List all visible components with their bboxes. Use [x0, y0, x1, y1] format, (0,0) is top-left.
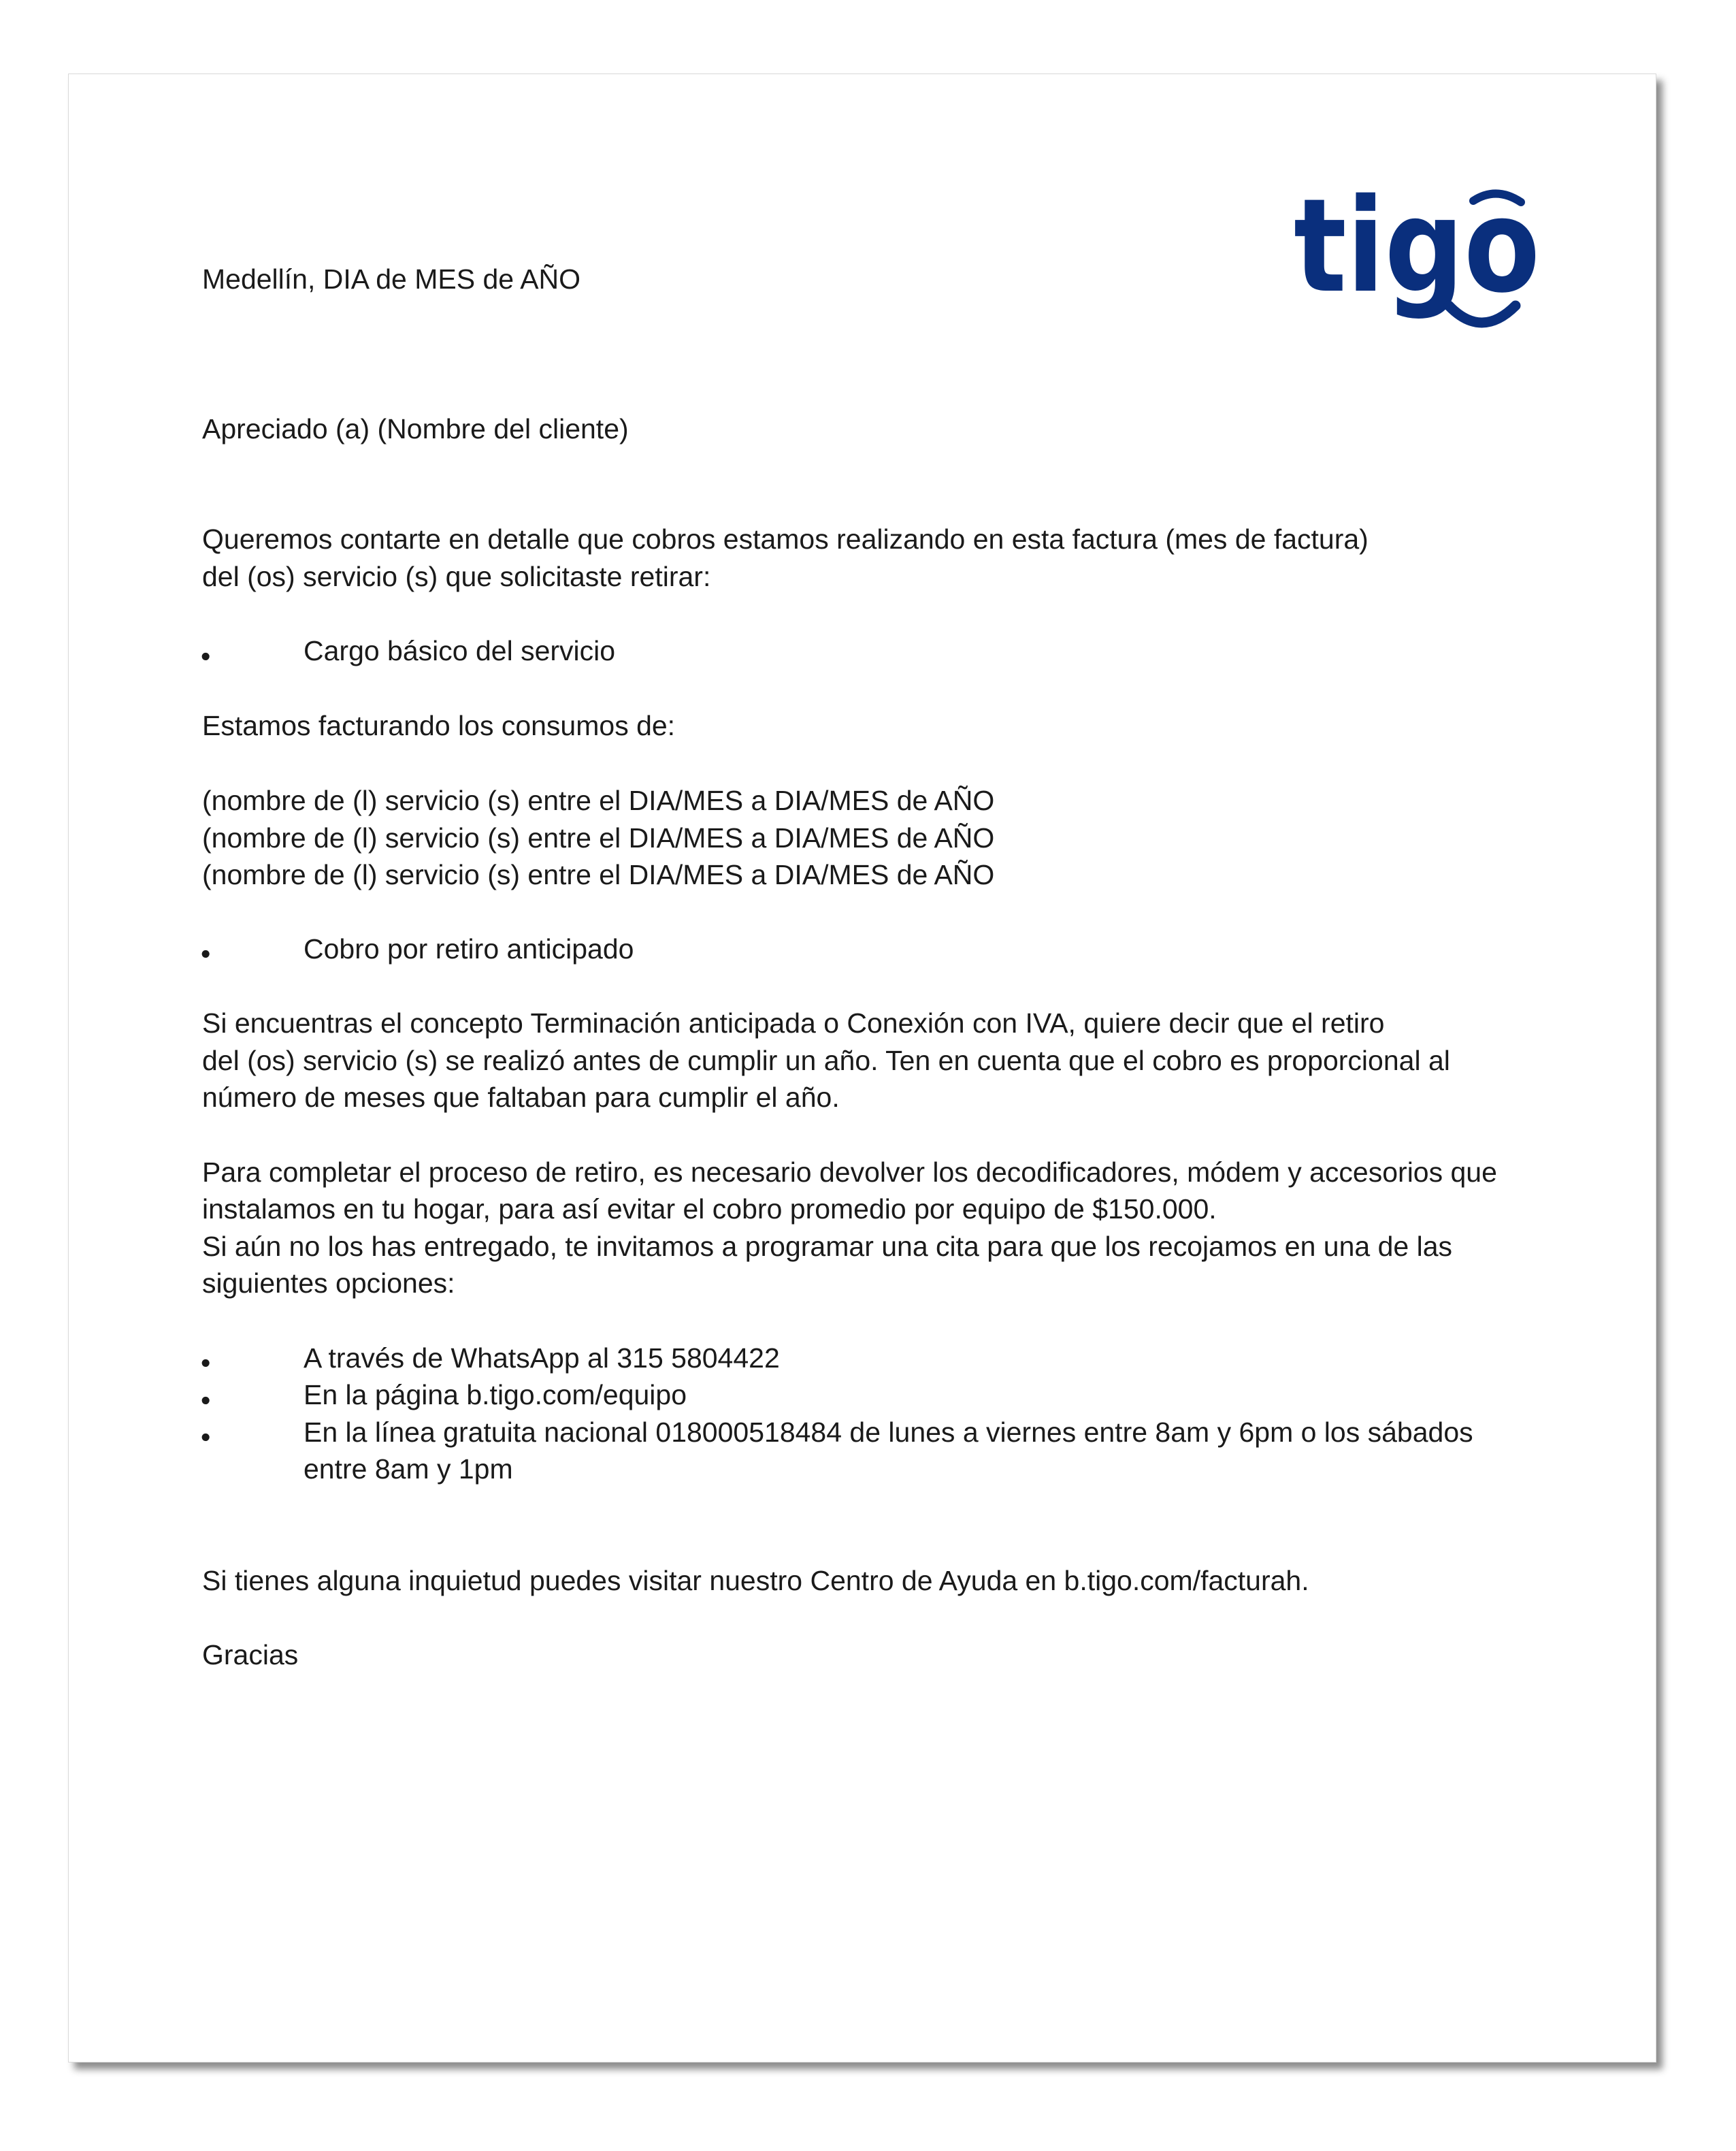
option-phone-line-2: entre 8am y 1pm [304, 1453, 513, 1485]
service-line: (nombre de (l) servicio (s) entre el DIA/MES a DIA/MES de AÑO [202, 785, 995, 816]
bullet-marker: • [201, 938, 211, 969]
help-line: Si tienes alguna inquietud puedes visitar nuestro Centro de Ayuda en b.tigo.com/facturah. [202, 1565, 1309, 1596]
service-line: (nombre de (l) servicio (s) entre el DIA/MES a DIA/MES de AÑO [202, 822, 995, 854]
intro-line-1: Queremos contarte en detalle que cobros estamos realizando en esta factura (mes de factura) [202, 523, 1369, 555]
intro-line-2: del (os) servicio (s) que solicitaste retirar: [202, 561, 711, 592]
bullet-early-withdrawal: Cobro por retiro anticipado [304, 933, 634, 965]
return-line-3: Si aún no los has entregado, te invitamos a programar una cita para que los recojamos en una de las [202, 1231, 1452, 1262]
closing: Gracias [202, 1639, 299, 1670]
return-line-4: siguientes opciones: [202, 1267, 455, 1299]
early-termination-line-3: número de meses que faltaban para cumplir el año. [202, 1082, 840, 1113]
greeting: Apreciado (a) (Nombre del cliente) [202, 413, 629, 444]
bullet-marker: • [201, 1347, 211, 1378]
option-whatsapp: A través de WhatsApp al 315 5804422 [304, 1342, 780, 1374]
bullet-marker: • [201, 641, 211, 672]
tigo-logo [1291, 171, 1543, 345]
return-line-1: Para completar el proceso de retiro, es necesario devolver los decodificadores, módem y accesorios que [202, 1157, 1497, 1188]
date-line: Medellín, DIA de MES de AÑO [202, 263, 581, 295]
option-phone-line-1: En la línea gratuita nacional 018000518484 de lunes a viernes entre 8am y 6pm o los sábados [304, 1417, 1473, 1448]
early-termination-line-2: del (os) servicio (s) se realizó antes de cumplir un año. Ten en cuenta que el cobro es proporcional al [202, 1045, 1450, 1076]
billing-heading: Estamos facturando los consumos de: [202, 710, 676, 741]
service-line: (nombre de (l) servicio (s) entre el DIA/MES a DIA/MES de AÑO [202, 859, 995, 890]
early-termination-line-1: Si encuentras el concepto Terminación anticipada o Conexión con IVA, quiere decir que el retiro [202, 1007, 1385, 1039]
bullet-basic-charge: Cargo básico del servicio [304, 635, 616, 666]
bullet-marker: • [201, 1421, 211, 1453]
letter-page [68, 74, 1656, 2063]
logo-wordmark: tigo [1294, 171, 1540, 321]
option-webpage: En la página b.tigo.com/equipo [304, 1379, 687, 1410]
return-line-2: instalamos en tu hogar, para así evitar el cobro promedio por equipo de $150.000. [202, 1193, 1217, 1225]
bullet-marker: • [201, 1385, 211, 1416]
